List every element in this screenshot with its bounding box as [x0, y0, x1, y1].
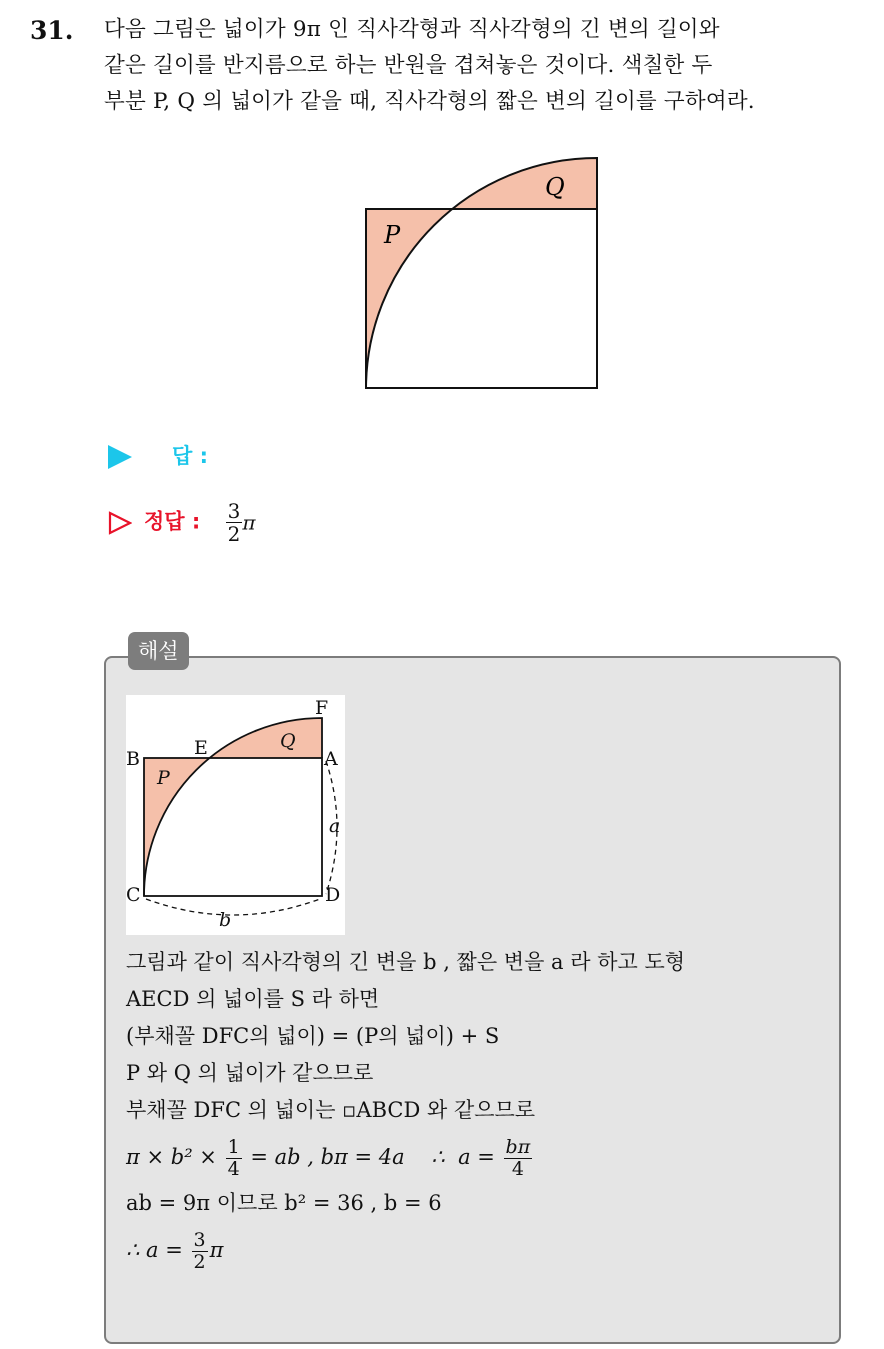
question-number: 31.	[30, 16, 74, 45]
answer-numerator: 3	[227, 499, 241, 523]
answer-blank-row	[108, 440, 208, 470]
answer-blank-label: 답 :	[172, 444, 208, 468]
eq3-pre: ∴ a =	[126, 1238, 190, 1262]
label-e-point: E	[194, 737, 208, 759]
solution-text	[126, 944, 826, 1278]
label-p: P	[384, 221, 401, 249]
question-text	[104, 12, 864, 120]
solution-figure	[126, 695, 346, 935]
eq1-numerator: 1	[227, 1136, 240, 1158]
label-b-length: b	[219, 909, 232, 931]
eq1-fraction	[226, 1137, 242, 1180]
question-line: 부분 P, Q 의 넓이가 같을 때, 직사각형의 짧은 변의 길이를 구하여라.	[104, 89, 755, 114]
label-q: Q	[280, 730, 296, 752]
label-p: P	[157, 767, 170, 789]
answer-row	[108, 500, 255, 545]
eq1-fraction-2	[504, 1137, 533, 1180]
label-d-point: D	[325, 884, 341, 906]
label-c-point: C	[126, 884, 141, 906]
solution-line: P 와 Q 의 넓이가 같으므로	[126, 1061, 374, 1085]
answer-fraction	[226, 500, 243, 545]
question-line: 같은 길이를 반지름으로 하는 반원을 겹쳐놓은 것이다. 색칠한 두	[104, 53, 713, 78]
question-line: 다음 그림은 넓이가 9π 인 직사각형과 직사각형의 긴 변의 길이와	[104, 17, 720, 42]
solution-equation-2: ab = 9π 이므로 b² = 36 , b = 6	[126, 1191, 442, 1215]
answer-denominator: 2	[227, 522, 241, 546]
label-b-point: B	[126, 748, 140, 770]
eq1-pre: π × b² ×	[126, 1145, 224, 1169]
outline-triangle-icon	[108, 511, 132, 535]
eq1-denominator: 4	[227, 1158, 240, 1180]
label-a-length: a	[329, 815, 341, 837]
solution-equation-3	[126, 1222, 826, 1278]
eq3-fraction	[192, 1230, 208, 1273]
region-q	[452, 158, 597, 209]
region-p	[366, 209, 452, 388]
problem-figure	[350, 150, 610, 400]
label-a-point: A	[324, 748, 338, 770]
solution-equation-1	[126, 1129, 826, 1185]
label-q: Q	[545, 173, 565, 201]
label-f-point: F	[315, 697, 329, 719]
eq1-mid: = ab , bπ = 4a ∴ a =	[243, 1145, 502, 1169]
play-icon	[108, 445, 132, 469]
eq3-denominator: 2	[193, 1251, 206, 1273]
eq3-numerator: 3	[193, 1229, 206, 1251]
solution-line: AECD 의 넓이를 S 라 하면	[126, 987, 380, 1011]
solution-tag: 해설	[128, 632, 189, 670]
solution-line: 부채꼴 DFC 의 넓이는 ▫ABCD 와 같으므로	[126, 1098, 536, 1122]
eq1-denominator-2: 4	[511, 1158, 524, 1180]
solution-line: 그림과 같이 직사각형의 긴 변을 b , 짧은 변을 a 라 하고 도형	[126, 950, 686, 974]
eq3-suffix: π	[209, 1238, 224, 1262]
answer-label: 정답 :	[144, 509, 201, 534]
eq1-numerator-2: bπ	[505, 1136, 531, 1158]
answer-pi: π	[242, 510, 256, 535]
solution-line: (부채꼴 DFC의 넓이) = (P의 넓이) + S	[126, 1024, 500, 1048]
